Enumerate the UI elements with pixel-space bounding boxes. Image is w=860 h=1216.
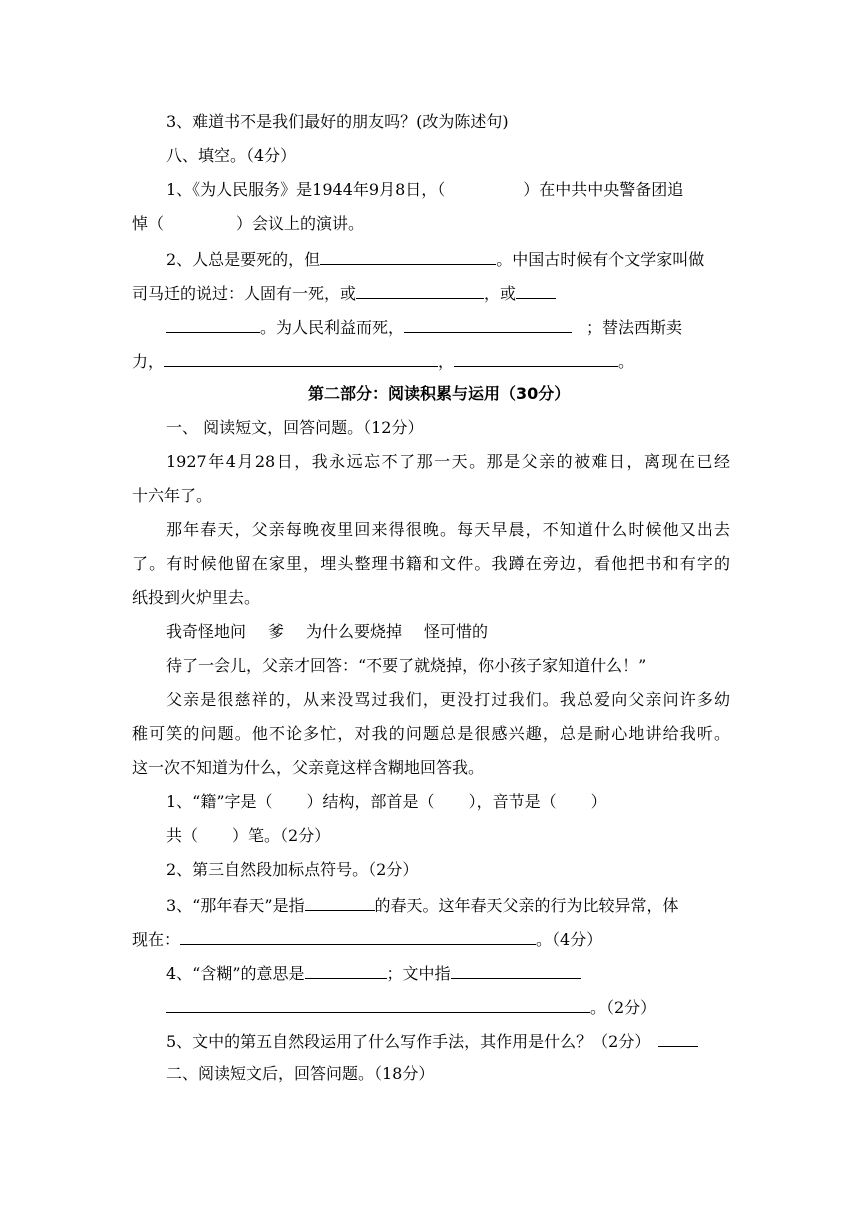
- section-heading-fill-blank: [166, 146, 296, 166]
- passage-paragraph-2-line-3: [132, 588, 260, 608]
- text-segment: 3、“那年春天”是指: [166, 896, 305, 915]
- passage-paragraph-5-line-2: [132, 724, 730, 744]
- answer-blank[interactable]: [454, 350, 618, 367]
- text-segment: 。为人民利益而死，: [260, 318, 405, 337]
- text-segment: ）在中共中央警备团追: [523, 180, 684, 199]
- answer-blank[interactable]: [516, 282, 556, 299]
- part-two-title: [308, 384, 570, 404]
- text-segment: ）笔。（2分）: [232, 826, 331, 845]
- text-segment: 现在：: [132, 930, 181, 949]
- passage-text: 了。有时候他留在家里，埋头整理书籍和文件。我蹲在旁边，看他把书和有字的: [132, 554, 730, 573]
- text-segment: ），音节是（: [468, 792, 557, 811]
- passage-text: 为什么要烧掉: [306, 622, 403, 641]
- passage-text: 1927年4月28日，我永远忘不了那一天。那是父亲的被难日，离现在已经: [166, 452, 730, 471]
- text-segment: 力，: [132, 352, 165, 371]
- text-segment: ）结构，部首是（: [306, 792, 435, 811]
- answer-blank[interactable]: [320, 248, 496, 265]
- passage-text: 爹: [268, 622, 285, 641]
- reading-question-4-line-1: [166, 962, 581, 984]
- text-segment: 1、《为人民服务》是1944年9月8日，（: [166, 180, 446, 199]
- text-segment: 司马迁的说过：人固有一死，或: [132, 284, 357, 303]
- reading-question-2: [166, 860, 418, 880]
- passage-text: 纸投到火炉里去。: [132, 588, 261, 607]
- text-segment: ，或: [484, 284, 517, 303]
- question-text: 3、难道书不是我们最好的朋友吗？(改为陈述句): [166, 112, 509, 131]
- answer-blank[interactable]: [305, 894, 375, 911]
- passage-text: 待了一会儿，父亲才回答：“不要了就烧掉，你小孩子家知道什么！”: [166, 656, 647, 675]
- reading-question-5: [166, 1030, 698, 1052]
- section-heading-text: 一、 阅读短文，回答问题。（12分）: [166, 418, 424, 437]
- answer-blank[interactable]: [166, 996, 590, 1013]
- passage-text: 父亲是很慈祥的，从来没骂过我们，更没打过我们。我总爱向父亲问许多幼: [166, 690, 730, 709]
- part-title-text: 第二部分：阅读积累与运用（30分）: [308, 384, 571, 403]
- fill-question-1-line-2: [132, 214, 364, 234]
- text-segment: ）: [590, 792, 607, 811]
- reading-question-1-line-1: [166, 792, 607, 812]
- answer-blank[interactable]: [356, 282, 484, 299]
- text-segment: 1、“籍”字是（: [166, 792, 273, 811]
- text-segment: 。（4分）: [536, 930, 603, 949]
- text-segment: ）会议上的演讲。: [236, 214, 365, 233]
- passage-paragraph-3-unpunctuated: [166, 622, 488, 642]
- section-heading-text: 八、填空。（4分）: [166, 146, 297, 165]
- answer-blank[interactable]: [404, 316, 572, 333]
- text-segment: 。（2分）: [590, 998, 657, 1017]
- text-segment: 2、人总是要死的，但: [166, 250, 321, 269]
- passage-text: 怪可惜的: [424, 622, 489, 641]
- passage-text: 那年春天，父亲每晚夜里回来得很晚。每天早晨，不知道什么时候他又出去: [166, 520, 730, 539]
- fill-question-2-line-3: [166, 316, 682, 338]
- question-rewrite-statement: [166, 112, 509, 132]
- fill-question-2-line-2: [132, 282, 556, 304]
- passage-paragraph-5-line-3: [132, 758, 484, 778]
- text-segment: ；替法西斯卖: [586, 318, 683, 337]
- answer-blank[interactable]: [305, 962, 387, 979]
- text-segment: 。中国古时候有个文学家叫做: [496, 250, 705, 269]
- text-segment: 4、“含糊”的意思是: [166, 964, 305, 983]
- reading-section-2-heading: [166, 1064, 434, 1084]
- reading-question-4-line-2: [166, 996, 656, 1018]
- text-segment: 的春天。这年春天父亲的行为比较异常，体: [374, 896, 679, 915]
- fill-question-2-line-1: [166, 248, 704, 270]
- question-text: 2、第三自然段加标点符号。（2分）: [166, 860, 419, 879]
- section-heading-text: 二、阅读短文后，回答问题。（18分）: [166, 1064, 435, 1083]
- passage-text: 稚可笑的问题。他不论多忙，对我的问题总是很感兴趣，总是耐心地讲给我听。: [132, 724, 730, 743]
- passage-text: 十六年了。: [132, 486, 213, 505]
- fill-question-2-line-4: [132, 350, 634, 372]
- text-segment: ；文中指: [386, 964, 451, 983]
- text-segment: 悼（: [132, 214, 165, 233]
- reading-question-3-line-2: [132, 928, 602, 950]
- reading-section-1-heading: [166, 418, 423, 438]
- text-segment: ，: [438, 352, 455, 371]
- passage-text: 这一次不知道为什么，父亲竟这样含糊地回答我。: [132, 758, 485, 777]
- answer-blank[interactable]: [164, 350, 438, 367]
- answer-blank[interactable]: [166, 316, 260, 333]
- passage-paragraph-1-line-2: [132, 486, 212, 506]
- answer-blank[interactable]: [658, 1030, 698, 1047]
- text-segment: 5、文中的第五自然段运用了什么写作手法，其作用是什么？（2分）: [166, 1032, 651, 1051]
- passage-paragraph-1-line-1: [166, 452, 730, 472]
- passage-paragraph-2-line-1: [166, 520, 730, 540]
- answer-blank[interactable]: [451, 962, 581, 979]
- fill-question-1-line-1: [166, 180, 683, 200]
- passage-paragraph-5-line-1: [166, 690, 730, 710]
- passage-text: 我奇怪地问: [166, 622, 247, 641]
- passage-paragraph-2-line-2: [132, 554, 730, 574]
- reading-question-1-line-2: [166, 826, 330, 846]
- text-segment: 。: [618, 352, 635, 371]
- passage-paragraph-4: [166, 656, 646, 676]
- reading-question-3-line-1: [166, 894, 679, 916]
- text-segment: 共（: [166, 826, 199, 845]
- answer-blank[interactable]: [180, 928, 536, 945]
